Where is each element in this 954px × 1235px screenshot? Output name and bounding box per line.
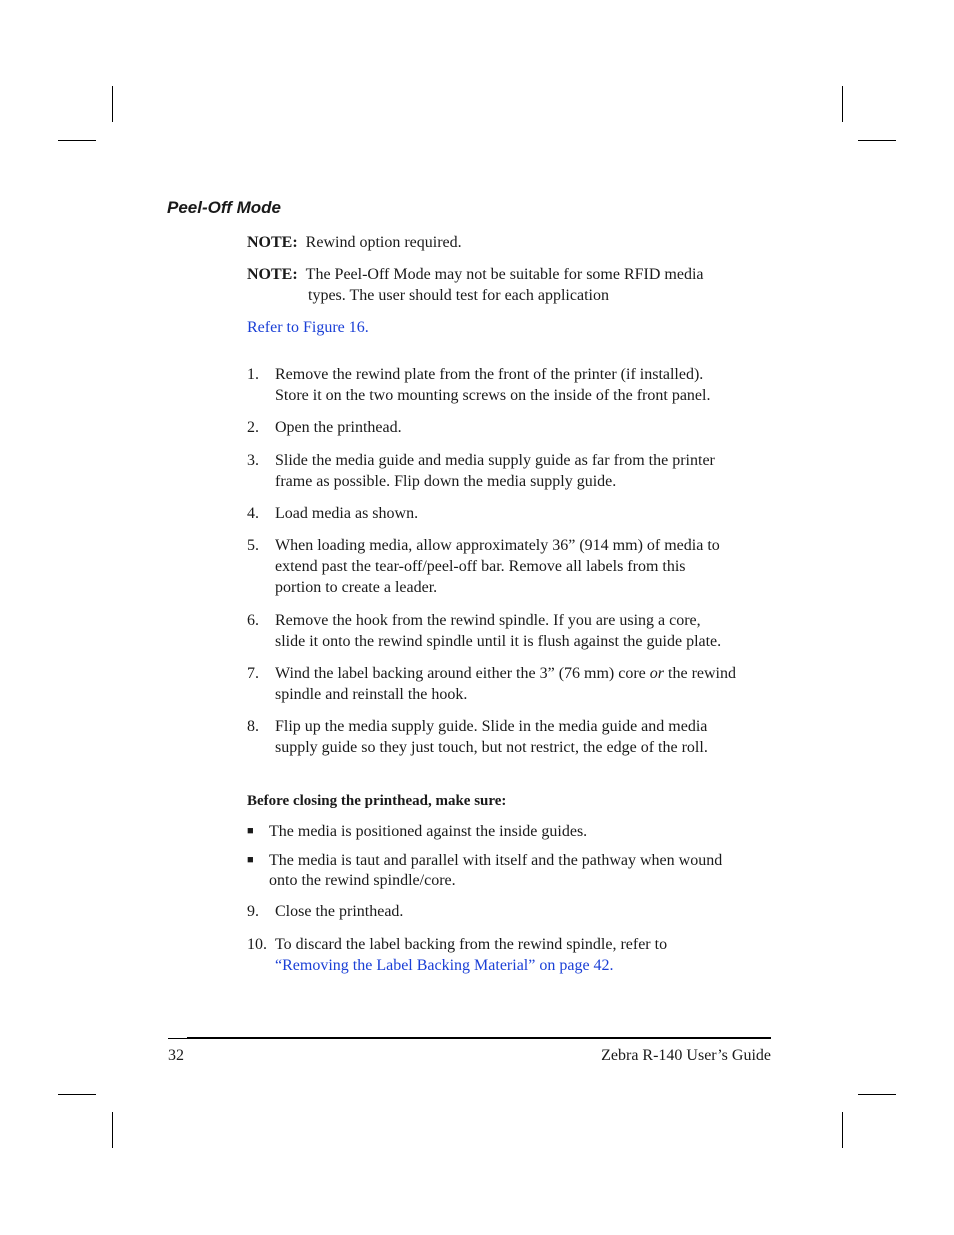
note-2-line-2: types. The user should test for each application	[308, 287, 609, 304]
step-number: 9.	[247, 903, 259, 920]
step-number: 10.	[247, 936, 267, 953]
note-1	[247, 232, 462, 253]
step-text: portion to create a leader.	[275, 579, 438, 596]
step-number: 1.	[247, 366, 259, 383]
step-text: To discard the label backing from the rewind spindle, refer to	[275, 936, 668, 953]
crop-mark	[112, 1112, 113, 1148]
step-number: 5.	[247, 537, 259, 554]
note-text: Rewind option required.	[305, 234, 462, 251]
crop-mark	[858, 140, 896, 141]
step-text: slide it onto the rewind spindle until it is flush against the guide plate.	[275, 633, 722, 650]
step-text: supply guide so they just touch, but not restrict, the edge of the roll.	[275, 739, 708, 756]
bullet-icon: ■	[247, 854, 254, 866]
step-text: Close the printhead.	[275, 903, 404, 920]
step-text	[275, 663, 736, 684]
crop-mark	[858, 1094, 896, 1095]
removing-backing-link[interactable]: “Removing the Label Backing Material” on page 42.	[275, 957, 614, 974]
step-number: 6.	[247, 612, 259, 629]
checklist-heading: Before closing the printhead, make sure:	[247, 793, 507, 809]
step-text: spindle and reinstall the hook.	[275, 686, 468, 703]
footer-rule	[187, 1037, 771, 1039]
step-text: extend past the tear-off/peel-off bar. Remove all labels from this	[275, 558, 686, 575]
note-label: NOTE:	[247, 234, 298, 251]
step-number: 7.	[247, 665, 259, 682]
note-label: NOTE:	[247, 266, 298, 283]
bullet-text: The media is positioned against the inside guides.	[269, 823, 588, 840]
refer-figure-link[interactable]: Refer to Figure 16.	[247, 319, 369, 336]
step-text-part: Wind the label backing around either the 3” (76 mm) core	[275, 665, 650, 682]
bullet-icon: ■	[247, 825, 254, 837]
bullet-text: The media is taut and parallel with itself and the pathway when wound	[269, 852, 723, 869]
crop-mark	[58, 140, 96, 141]
section-title: Peel-Off Mode	[167, 198, 281, 217]
step-text: Load media as shown.	[275, 505, 419, 522]
step-text: Remove the hook from the rewind spindle. If you are using a core,	[275, 612, 701, 629]
crop-mark	[112, 86, 113, 122]
step-number: 4.	[247, 505, 259, 522]
step-text: frame as possible. Flip down the media supply guide.	[275, 473, 617, 490]
page-number: 32	[168, 1047, 184, 1064]
bullet-text: onto the rewind spindle/core.	[269, 872, 456, 889]
note-2	[247, 264, 704, 285]
step-text: Remove the rewind plate from the front of the printer (if installed).	[275, 366, 704, 383]
step-number: 3.	[247, 452, 259, 469]
step-number: 2.	[247, 419, 259, 436]
step-text-part: the rewind	[664, 665, 736, 682]
step-text: Open the printhead.	[275, 419, 402, 436]
step-text: Slide the media guide and media supply guide as far from the printer	[275, 452, 715, 469]
footer-rule	[168, 1038, 188, 1039]
step-text: When loading media, allow approximately 36” (914 mm) of media to	[275, 537, 720, 554]
step-number: 8.	[247, 718, 259, 735]
note-text: The Peel-Off Mode may not be suitable for some RFID media	[305, 266, 704, 283]
crop-mark	[842, 1112, 843, 1148]
step-text-emphasis: or	[649, 665, 665, 682]
crop-mark	[842, 86, 843, 122]
step-text: Store it on the two mounting screws on the inside of the front panel.	[275, 387, 711, 404]
crop-mark	[58, 1094, 96, 1095]
step-text: Flip up the media supply guide. Slide in the media guide and media	[275, 718, 708, 735]
guide-title: Zebra R-140 User’s Guide	[601, 1047, 771, 1064]
